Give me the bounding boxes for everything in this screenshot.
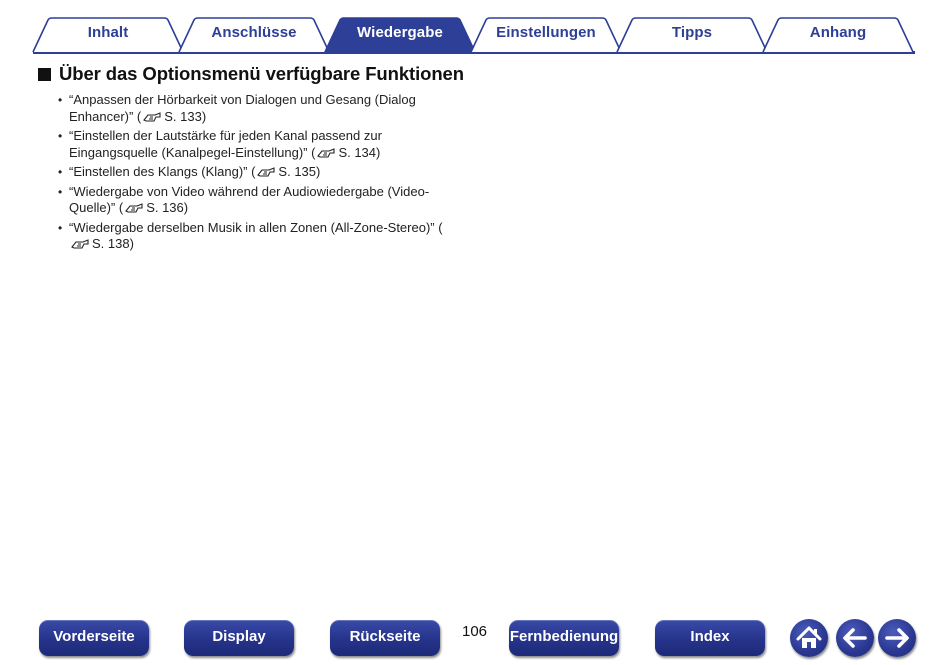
list-item — [58, 92, 458, 127]
tab-anhang[interactable] — [763, 18, 913, 52]
page-reference-link[interactable]: S. 138) — [92, 236, 134, 251]
list-item — [58, 220, 458, 255]
forward-arrow-icon — [878, 619, 916, 657]
list-item — [58, 128, 458, 163]
list-item-text: “Wiedergabe von Video während der Audiowiedergabe (Video-Quelle)” ( — [69, 183, 430, 215]
list-item-text: “Einstellen der Lautstärke für jeden Kanal passend zur Eingangsquelle (Kanalpegel-Einstellung)” ( — [69, 128, 382, 160]
tab-label: Tipps — [671, 24, 713, 41]
page-reference-icon — [70, 238, 90, 255]
back-button[interactable] — [836, 619, 874, 657]
tab-label: Inhalt — [87, 24, 129, 41]
page-reference-icon — [124, 202, 144, 219]
page-reference-icon — [256, 166, 276, 183]
front-panel-button[interactable]: Vorderseite — [39, 620, 149, 656]
tab-bar — [33, 18, 915, 54]
page-reference-icon — [142, 111, 162, 128]
page-reference-link[interactable]: S. 133) — [164, 108, 207, 124]
back-arrow-icon — [836, 619, 874, 657]
remote-control-button[interactable]: Fernbedienung — [509, 620, 619, 656]
display-button[interactable]: Display — [184, 620, 294, 656]
list-item-text: “Wiedergabe derselben Musik in allen Zonen (All-Zone-Stereo)” ( — [69, 219, 443, 235]
function-list — [58, 92, 458, 256]
tab-inhalt[interactable] — [33, 18, 183, 52]
index-button[interactable]: Index — [655, 620, 765, 656]
tab-label: Wiedergabe — [357, 24, 443, 41]
tab-label: Anhang — [809, 24, 867, 41]
forward-button[interactable] — [878, 619, 916, 657]
list-item — [58, 164, 458, 183]
page-reference-icon — [316, 147, 336, 164]
tab-wiedergabe[interactable] — [325, 18, 475, 52]
heading-square-icon — [38, 68, 51, 81]
home-icon — [790, 619, 828, 657]
list-item-text: “Anpassen der Hörbarkeit von Dialogen und Gesang (Dialog Enhancer)” ( — [69, 92, 416, 124]
page-title: Über das Optionsmenü verfügbare Funktionen — [59, 63, 464, 84]
list-item — [58, 184, 458, 219]
tab-label: Einstellungen — [496, 24, 596, 41]
list-item-text: “Einstellen des Klangs (Klang)” ( — [69, 164, 256, 179]
page-reference-link[interactable]: S. 134) — [338, 144, 381, 160]
tab-anschluesse[interactable] — [179, 18, 329, 52]
tab-tipps[interactable] — [617, 18, 767, 52]
rear-panel-button[interactable]: Rückseite — [330, 620, 440, 656]
page-reference-link[interactable]: S. 135) — [278, 164, 321, 179]
page-number: 106 — [462, 623, 488, 640]
page-reference-link[interactable]: S. 136) — [146, 200, 189, 215]
section-heading — [38, 63, 464, 85]
tab-label: Anschlüsse — [211, 24, 297, 41]
home-button[interactable] — [790, 619, 828, 657]
tab-einstellungen[interactable] — [471, 18, 621, 52]
